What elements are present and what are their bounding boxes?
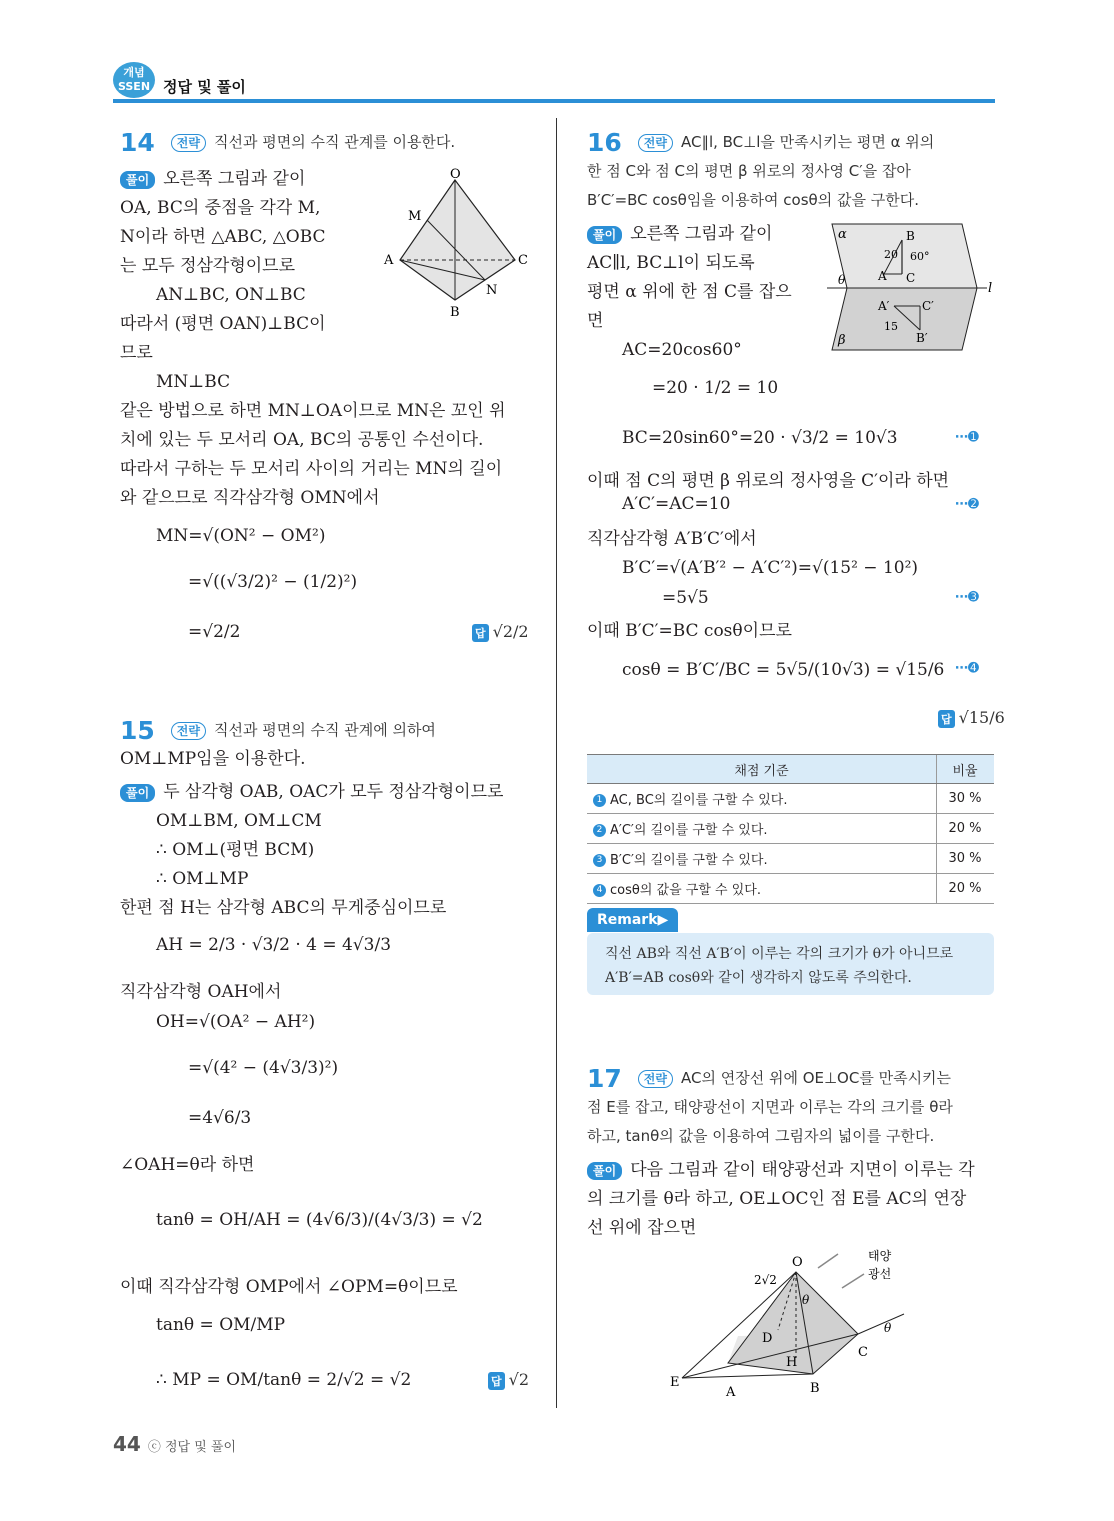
svg-text:θ: θ [884,1321,892,1335]
p16-eq-AC-2: =20 · 1/2 = 10 [652,378,779,398]
header-rule [113,99,995,103]
fig14-label-C: C [518,253,528,268]
svg-text:C′: C′ [922,299,934,313]
p16-text-cos: 이때 B′C′=BC cosθ이므로 [587,621,792,641]
table-row: 3 B′C′의 길이를 구할 수 있다. 30 % [587,844,994,874]
p16-step-4: ⋯➍ [955,661,979,676]
problem-14-solution-a: 풀이 오른쪽 그림과 같이 OA, BC의 중점을 각각 M, N이라 하면 △ABC, △OBC 는 모두 정삼각형이므로 AN⊥BC, ON⊥BC 따라서 (평면 OAN)⊥BC이 므로 MN⊥BC [120,169,326,392]
col-ratio: 비율 [937,755,995,784]
svg-text:태양: 태양 [868,1249,892,1263]
table-row: 4 cosθ의 값을 구할 수 있다. 20 % [587,874,994,904]
col-criteria: 채점 기준 [587,755,937,784]
p15-answer: 답 √2 [488,1370,529,1390]
svg-text:C: C [858,1345,868,1360]
remark-title: Remark▶ [587,908,678,932]
svg-text:A: A [726,1385,736,1400]
p16-eq-cos: cosθ = B′C′/BC = 5√5/(10√3) = √15/6 [622,660,945,680]
p15-eq-MP: ∴ MP = OM/tanθ = 2/√2 = √2 [156,1370,412,1390]
problem-17-header: 17 전략 AC의 연장선 위에 OE⊥OC를 만족시키는 점 E를 잡고, 태양광선이 지면과 이루는 각의 크기를 θ라 하고, tanθ의 값을 이용하여 그림자의 넓이를 구한다. [587,1064,953,1145]
table-header-row [587,755,994,784]
svg-text:D: D [762,1331,773,1346]
problem-16-header: 16 전략 AC∥l, BC⊥l을 만족시키는 평면 α 위의 한 점 C와 점 C의 평면 β 위로의 정사영 C′을 잡아 B′C′=BC cosθ임을 이용하여 cosθ의 값을 구한다. [587,128,935,209]
problem-17-solution: 풀이 다음 그림과 같이 태양광선과 지면이 이루는 각 의 크기를 θ라 하고, OE⊥OC인 점 E를 AC의 연장 선 위에 잡으면 [587,1160,975,1238]
p16-step-1: ⋯➊ [955,430,979,445]
page-number: 44 [113,1432,141,1456]
page-footer [113,1432,236,1456]
remark-body: 직선 AB와 직선 A′B′이 이루는 각의 크기가 θ가 아니므로 A′B′=AB cosθ와 같이 생각하지 않도록 주의한다. [605,946,954,986]
p16-step-3: ⋯➌ [955,590,979,605]
p17-pyramid-figure [668,1248,928,1410]
p16-text-proj: 이때 점 C의 평면 β 위로의 정사영을 C′이라 하면 [587,471,950,491]
fig14-label-A: A [384,253,394,268]
svg-text:C: C [906,271,916,285]
svg-text:20: 20 [884,248,898,261]
problem-15-strategy-2: OM⊥MP임을 이용한다. [120,749,306,769]
p16-eq-BC: BC=20sin60°=20 · √3/2 = 10√3 [622,428,898,448]
p15-eq-tan-1: tanθ = OH/AH = (4√6/3)/(4√3/3) = √2 [156,1210,483,1230]
p14-eq-3: =√2/2 [188,622,241,642]
problem-14-solution-b: 같은 방법으로 하면 MN⊥OA이므로 MN은 꼬인 위 치에 있는 두 모서리 OA, BC의 공통인 수선이다. 따라서 구하는 두 모서리 사이의 거리는 MN의 길이 와 같으므로 직각삼각형 OMN에서 [120,401,506,508]
p15-text-OAH: 직각삼각형 OAH에서 [120,982,282,1002]
svg-text:β: β [838,333,846,348]
svg-text:광선: 광선 [868,1267,892,1281]
svg-text:B: B [810,1381,820,1396]
svg-text:B: B [906,229,915,243]
svg-text:H: H [786,1355,798,1370]
brand-logo: 개념 SSEN [113,62,155,98]
footer-text: ⓒ 정답 및 풀이 [147,1440,236,1455]
p15-text-angle: ∠OAH=θ라 하면 [120,1155,255,1175]
table-row: 1 AC, BC의 길이를 구할 수 있다. 30 % [587,784,994,814]
header-title: 정답 및 풀이 [163,78,246,96]
svg-text:B′: B′ [916,331,928,345]
p15-eq-OH-2: =√(4² − (4√3/3)²) [188,1058,339,1078]
fig14-label-B: B [450,305,460,320]
fig14-label-O: O [450,168,461,182]
p14-tetrahedron-figure [380,168,540,328]
p16-eq-ApCp: A′C′=AC=10 [622,494,731,514]
svg-text:60°: 60° [910,250,930,263]
svg-text:O: O [792,1255,803,1270]
svg-text:A′: A′ [878,299,890,313]
p16-text-tri: 직각삼각형 A′B′C′에서 [587,529,757,549]
fig14-label-N: N [486,283,498,298]
p14-answer: 답 √2/2 [472,622,529,642]
p16-step-2: ⋯➋ [955,497,979,512]
svg-text:θ: θ [802,1293,810,1307]
p16-eq-BpCp: B′C′=√(A′B′² − A′C′²)=√(15² − 10²) [622,558,919,578]
problem-15-header: 15 전략 직선과 평면의 수직 관계에 의하여 [120,716,436,745]
p16-answer: 답 √15/6 [938,708,1005,728]
p15-eq-OH-3: =4√6/3 [188,1108,252,1128]
table-row: 2 A′C′의 길이를 구할 수 있다. 20 % [587,814,994,844]
svg-text:15: 15 [884,320,898,333]
svg-text:l: l [988,281,993,296]
p16-eq-BpCp-2: =5√5 [662,588,709,608]
svg-text:A: A [878,269,887,283]
p14-eq-1: MN=√(ON² − OM²) [156,526,326,546]
p14-eq-2: =√((√3/2)² − (1/2)²) [188,572,358,592]
p15-eq-OH-1: OH=√(OA² − AH²) [156,1012,316,1032]
svg-text:θ: θ [838,273,846,287]
svg-text:E: E [670,1375,680,1390]
scoring-criteria-table [587,754,994,904]
p15-text-OMP: 이때 직각삼각형 OMP에서 ∠OPM=θ이므로 [120,1277,458,1297]
p15-eq-tan-2: tanθ = OM/MP [156,1315,286,1335]
p15-eq-AH: AH = 2/3 · √3/2 · 4 = 4√3/3 [156,935,392,955]
p16-eq-AC: AC=20cos60° [622,340,742,360]
column-divider [556,118,557,1408]
page-header [113,62,995,102]
fig14-label-M: M [408,209,422,224]
svg-text:2√2: 2√2 [754,1273,777,1287]
problem-16-solution-a: 풀이 오른쪽 그림과 같이 AC∥l, BC⊥l이 되도록 평면 α 위에 한 점 C를 잡으 면 [587,224,792,331]
problem-14-header: 14 전략 직선과 평면의 수직 관계를 이용한다. [120,128,456,157]
p16-planes-figure [822,218,1002,358]
problem-15-solution: 풀이 두 삼각형 OAB, OAC가 모두 정삼각형이므로 OM⊥BM, OM⊥CM ∴ OM⊥(평면 BCM) ∴ OM⊥MP 한편 점 H는 삼각형 ABC의 무게중심이므로 [120,782,504,918]
svg-text:α: α [838,227,847,242]
